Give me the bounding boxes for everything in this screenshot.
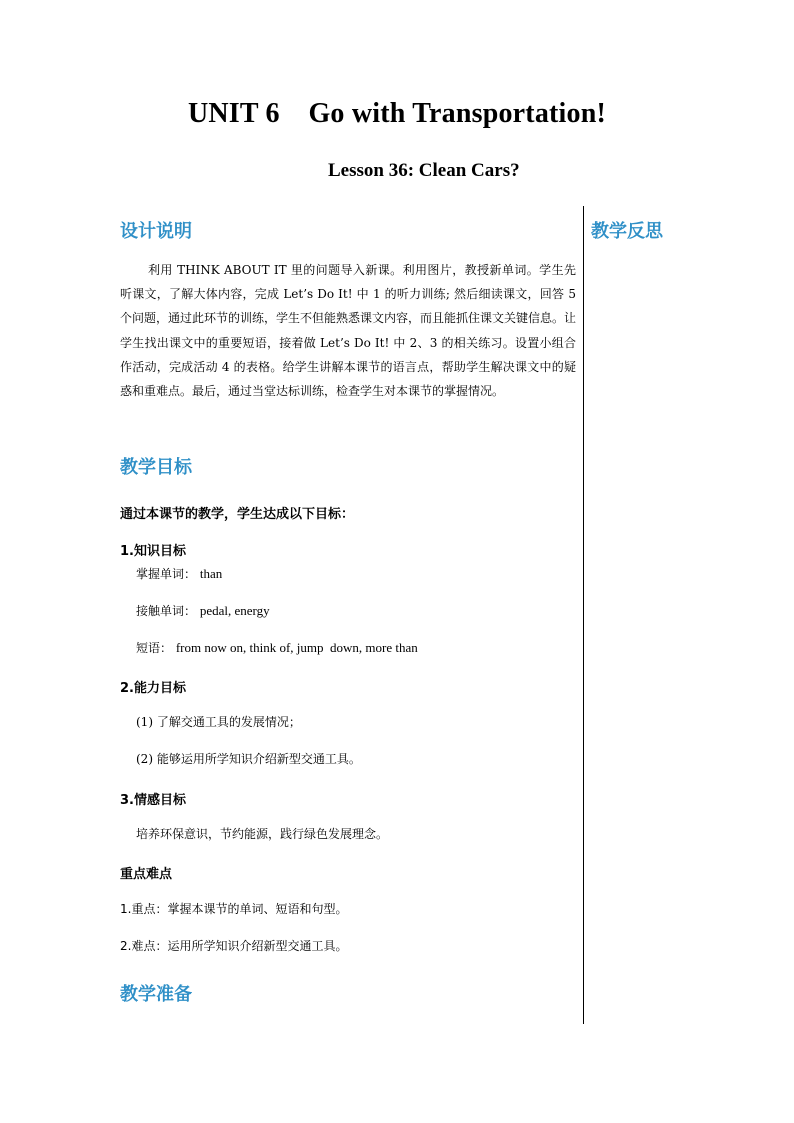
phrases-label: 短语： [136, 641, 173, 655]
lesson-subtitle: Lesson 36: Clean Cars? [328, 160, 520, 181]
unit-title: UNIT 6 Go with Transportation! [187, 98, 607, 129]
reflection-heading: 教学反思 [591, 221, 663, 242]
difficult-point-text: 运用所学知识介绍新型交通工具。 [167, 939, 348, 953]
design-heading: 设计说明 [120, 221, 192, 242]
key-heading: 重点难点 [120, 867, 173, 882]
difficult-point-label: 2.难点： [120, 939, 168, 953]
phrases-line [136, 639, 418, 656]
master-words-value: than [199, 566, 223, 581]
master-words-line [136, 565, 222, 582]
difficult-point-line [120, 937, 347, 954]
column-divider [583, 206, 584, 1024]
goals-intro: 通过本课节的教学，学生达成以下目标： [120, 507, 355, 522]
knowledge-heading: 1.知识目标 [120, 544, 186, 559]
goals-heading: 教学目标 [120, 457, 192, 478]
ability-item-1: (1) 了解交通工具的发展情况； [136, 715, 301, 729]
contact-words-value: pedal, energy [199, 603, 270, 618]
design-paragraph: 利用 THINK ABOUT IT 里的问题导入新课。利用图片，教授新单词。学生先听课文，了解大体内容，完成 Let’s Do It! 中 1 的听力训练; 然后细读课文，回答 5 个问题，通过此环节的训练，学生不但能熟悉课文内容，而且能抓住课文关键信息。让学生找出课文中的重要短语，接着做 Let’s Do It! 中 2、3 的相关练习。设置小组合作活动，完成活动 4 的表格。给学生讲解本课节的语言点，帮助学生解决课文中的疑惑和重难点。最后，通过当堂达标训练，检查学生对本课节的掌握情况。 [120, 263, 577, 399]
emotion-heading: 3.情感目标 [120, 793, 186, 808]
key-point-line [120, 900, 347, 917]
key-point-label: 1.重点： [120, 902, 168, 916]
master-words-label: 掌握单词： [136, 567, 197, 581]
contact-words-line [136, 602, 270, 619]
key-point-text: 掌握本课节的单词、短语和句型。 [167, 902, 348, 916]
emotion-text: 培养环保意识，节约能源，践行绿色发展理念。 [136, 827, 389, 841]
phrases-value: from now on, think of, jump down, more than [175, 640, 418, 655]
ability-heading: 2.能力目标 [120, 681, 186, 696]
prep-heading: 教学准备 [120, 984, 192, 1005]
ability-item-2: (2) 能够运用所学知识介绍新型交通工具。 [136, 752, 361, 766]
contact-words-label: 接触单词： [136, 604, 197, 618]
